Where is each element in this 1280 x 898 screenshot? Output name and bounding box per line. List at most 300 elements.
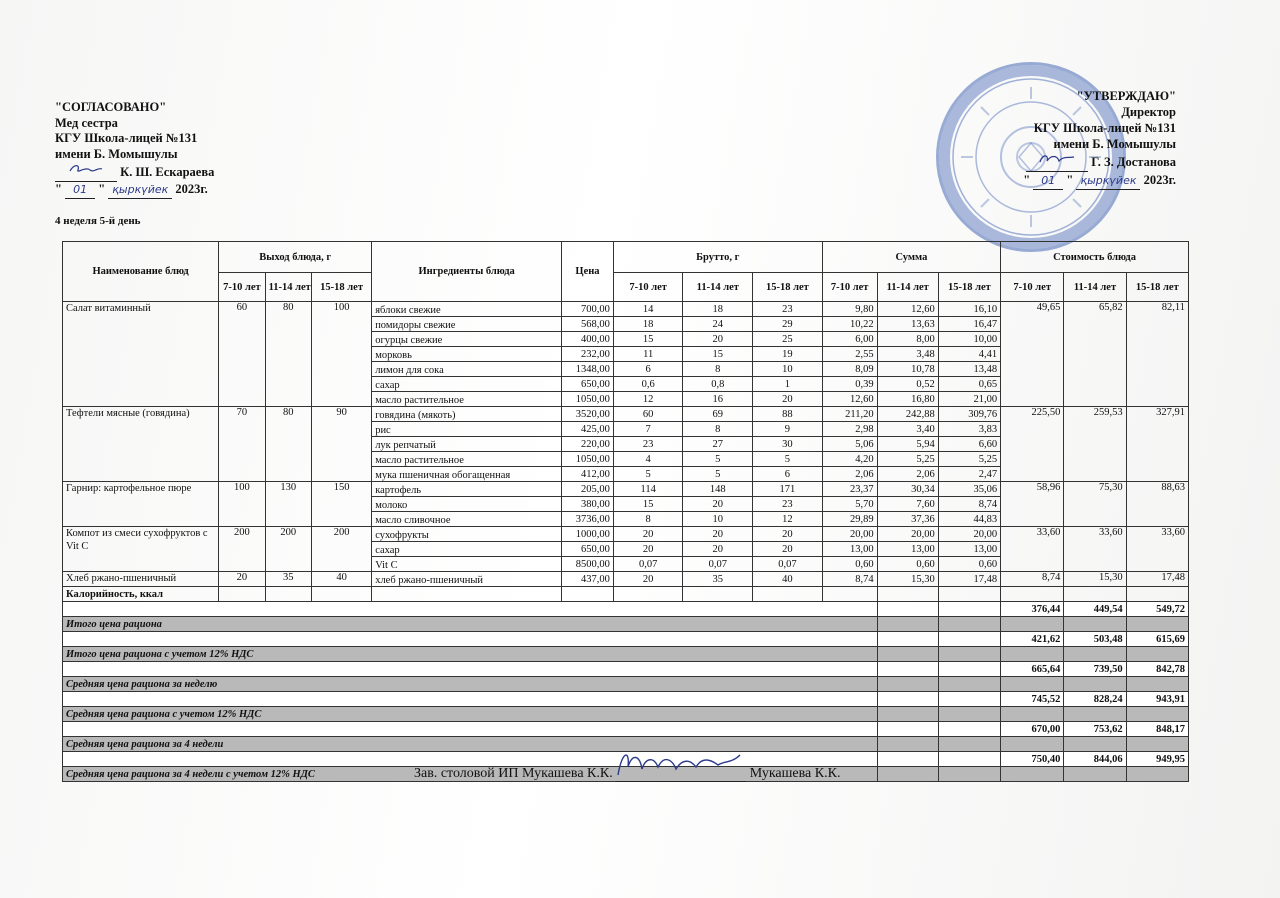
ingredient-sum: 2,55 bbox=[822, 347, 877, 362]
ingredient-name: мука пшеничная обогащенная bbox=[372, 467, 562, 482]
ingredient-sum: 13,48 bbox=[938, 362, 1000, 377]
ingredient-sum: 7,60 bbox=[877, 497, 938, 512]
dish-yield: 130 bbox=[265, 482, 311, 527]
ingredient-brutto: 0,6 bbox=[613, 377, 683, 392]
empty-cell bbox=[63, 722, 878, 737]
date-left-line: " 01 " қыркүйек 2023г. bbox=[55, 182, 214, 199]
empty-cell bbox=[1126, 587, 1188, 602]
ingredient-sum: 3,40 bbox=[877, 422, 938, 437]
ingredient-sum: 0,39 bbox=[822, 377, 877, 392]
total-value: 753,62 bbox=[1064, 722, 1126, 737]
header-sum: Сумма bbox=[822, 242, 1000, 273]
ingredient-price: 650,00 bbox=[562, 542, 614, 557]
dish-cost: 33,60 bbox=[1001, 527, 1064, 572]
empty-cell bbox=[63, 662, 878, 677]
empty-cell bbox=[1001, 617, 1064, 632]
header-age-15-18: 15-18 лет bbox=[938, 273, 1000, 302]
total-value: 745,52 bbox=[1001, 692, 1064, 707]
ingredient-sum: 2,47 bbox=[938, 467, 1000, 482]
empty-cell bbox=[877, 722, 938, 737]
ingredient-sum: 0,60 bbox=[877, 557, 938, 572]
empty-cell bbox=[1001, 587, 1064, 602]
total-label: Средняя цена рациона за 4 недели bbox=[63, 737, 878, 752]
approval-right-block bbox=[1023, 88, 1176, 190]
ingredient-sum: 21,00 bbox=[938, 392, 1000, 407]
header-ingredients: Ингредиенты блюда bbox=[372, 242, 562, 302]
header-age-7-10: 7-10 лет bbox=[613, 273, 683, 302]
total-value: 421,62 bbox=[1001, 632, 1064, 647]
ingredient-sum: 10,00 bbox=[938, 332, 1000, 347]
ingredient-brutto: 69 bbox=[683, 407, 753, 422]
ingredient-brutto: 12 bbox=[753, 512, 823, 527]
ingredient-sum: 8,74 bbox=[938, 497, 1000, 512]
dish-cost: 259,53 bbox=[1064, 407, 1126, 482]
school-name-right: КГУ Школа-лицей №131 bbox=[1033, 121, 1176, 135]
empty-cell bbox=[1126, 707, 1188, 722]
ingredient-sum: 6,00 bbox=[822, 332, 877, 347]
total-value: 549,72 bbox=[1126, 602, 1188, 617]
header-age-15-18: 15-18 лет bbox=[753, 273, 823, 302]
approval-left-block bbox=[55, 100, 214, 199]
header-age-11-14: 11-14 лет bbox=[265, 273, 311, 302]
menu-table bbox=[62, 241, 1189, 782]
total-value: 828,24 bbox=[1064, 692, 1126, 707]
ingredient-sum: 6,60 bbox=[938, 437, 1000, 452]
empty-cell bbox=[938, 632, 1000, 647]
signer-right-line bbox=[1023, 152, 1176, 172]
ingredient-brutto: 6 bbox=[613, 362, 683, 377]
ingredient-sum: 13,00 bbox=[938, 542, 1000, 557]
ingredient-sum: 10,78 bbox=[877, 362, 938, 377]
school-named-after-right: имени Б. Момышулы bbox=[1053, 137, 1176, 151]
ingredient-name: огурцы свежие bbox=[372, 332, 562, 347]
ingredient-name: лук репчатый bbox=[372, 437, 562, 452]
ingredient-brutto: 10 bbox=[683, 512, 753, 527]
empty-cell bbox=[938, 767, 1000, 782]
total-label-row bbox=[63, 707, 1189, 722]
ingredient-sum: 16,47 bbox=[938, 317, 1000, 332]
empty-cell bbox=[1001, 737, 1064, 752]
dish-name: Компот из смеси сухофруктов с Vit C bbox=[63, 527, 219, 572]
empty-cell bbox=[877, 617, 938, 632]
empty-cell bbox=[63, 632, 878, 647]
ingredient-price: 205,00 bbox=[562, 482, 614, 497]
empty-cell bbox=[753, 587, 823, 602]
empty-cell bbox=[562, 587, 614, 602]
dish-yield: 20 bbox=[219, 572, 265, 587]
ingredient-name: помидоры свежие bbox=[372, 317, 562, 332]
empty-cell bbox=[1064, 677, 1126, 692]
ingredient-brutto: 23 bbox=[753, 497, 823, 512]
header-age-7-10: 7-10 лет bbox=[219, 273, 265, 302]
dish-yield: 80 bbox=[265, 302, 311, 407]
ingredient-brutto: 20 bbox=[683, 332, 753, 347]
dish-cost: 15,30 bbox=[1064, 572, 1126, 587]
total-value: 844,06 bbox=[1064, 752, 1126, 767]
header-age-11-14: 11-14 лет bbox=[1064, 273, 1126, 302]
canteen-signature-line bbox=[414, 766, 840, 782]
empty-cell bbox=[877, 737, 938, 752]
dish-name: Тефтели мясные (говядина) bbox=[63, 407, 219, 482]
ingredient-sum: 13,63 bbox=[877, 317, 938, 332]
empty-cell bbox=[265, 587, 311, 602]
ingredient-brutto: 4 bbox=[613, 452, 683, 467]
header-age-15-18: 15-18 лет bbox=[1126, 273, 1188, 302]
ingredient-price: 412,00 bbox=[562, 467, 614, 482]
empty-cell bbox=[1064, 617, 1126, 632]
empty-cell bbox=[938, 692, 1000, 707]
empty-cell bbox=[877, 587, 938, 602]
empty-cell bbox=[1064, 707, 1126, 722]
empty-cell bbox=[938, 662, 1000, 677]
dish-cost: 58,96 bbox=[1001, 482, 1064, 527]
ingredient-brutto: 25 bbox=[753, 332, 823, 347]
ingredient-brutto: 9 bbox=[753, 422, 823, 437]
ingredient-brutto: 20 bbox=[613, 572, 683, 587]
ingredient-brutto: 20 bbox=[753, 392, 823, 407]
dish-cost: 17,48 bbox=[1126, 572, 1188, 587]
ingredient-price: 400,00 bbox=[562, 332, 614, 347]
ingredient-sum: 10,22 bbox=[822, 317, 877, 332]
dish-yield: 200 bbox=[219, 527, 265, 572]
dish-cost: 75,30 bbox=[1064, 482, 1126, 527]
ingredient-name: сахар bbox=[372, 542, 562, 557]
ingredient-sum: 0,52 bbox=[877, 377, 938, 392]
ingredient-sum: 30,34 bbox=[877, 482, 938, 497]
empty-cell bbox=[63, 692, 878, 707]
total-value: 739,50 bbox=[1064, 662, 1126, 677]
ingredient-brutto: 15 bbox=[613, 332, 683, 347]
empty-cell bbox=[1001, 677, 1064, 692]
signer-left-name: К. Ш. Ескараева bbox=[120, 165, 215, 180]
date-left-year: 2023г. bbox=[175, 181, 208, 196]
total-value: 848,17 bbox=[1126, 722, 1188, 737]
ingredient-name: масло сливочное bbox=[372, 512, 562, 527]
ingredient-brutto: 5 bbox=[753, 452, 823, 467]
header-price: Цена bbox=[562, 242, 614, 302]
empty-cell bbox=[877, 647, 938, 662]
empty-cell bbox=[312, 587, 372, 602]
ingredient-brutto: 5 bbox=[613, 467, 683, 482]
ingredient-sum: 20,00 bbox=[938, 527, 1000, 542]
ingredient-sum: 4,41 bbox=[938, 347, 1000, 362]
dish-yield: 200 bbox=[265, 527, 311, 572]
school-named-after-left: имени Б. Момышулы bbox=[55, 146, 178, 161]
total-value: 449,54 bbox=[1064, 602, 1126, 617]
table-row bbox=[63, 302, 1189, 317]
ingredient-price: 232,00 bbox=[562, 347, 614, 362]
total-value: 670,00 bbox=[1001, 722, 1064, 737]
ingredient-brutto: 88 bbox=[753, 407, 823, 422]
ingredient-brutto: 30 bbox=[753, 437, 823, 452]
ingredient-sum: 23,37 bbox=[822, 482, 877, 497]
week-day-label: 4 неделя 5-й день bbox=[55, 215, 141, 227]
total-label: Средняя цена рациона с учетом 12% НДС bbox=[63, 707, 878, 722]
ingredient-price: 437,00 bbox=[562, 572, 614, 587]
ingredient-brutto: 1 bbox=[753, 377, 823, 392]
dish-yield: 40 bbox=[312, 572, 372, 587]
ingredient-name: сухофрукты bbox=[372, 527, 562, 542]
ingredient-sum: 5,06 bbox=[822, 437, 877, 452]
ingredient-brutto: 35 bbox=[683, 572, 753, 587]
ingredient-sum: 12,60 bbox=[822, 392, 877, 407]
empty-cell bbox=[938, 677, 1000, 692]
ingredient-sum: 0,60 bbox=[938, 557, 1000, 572]
empty-cell bbox=[938, 737, 1000, 752]
ingredient-sum: 8,74 bbox=[822, 572, 877, 587]
dish-name: Хлеб ржано-пшеничный bbox=[63, 572, 219, 587]
ingredient-sum: 37,36 bbox=[877, 512, 938, 527]
kcal-label: Калорийность, ккал bbox=[63, 587, 219, 602]
ingredient-sum: 211,20 bbox=[822, 407, 877, 422]
kcal-row bbox=[63, 587, 1189, 602]
ingredient-price: 1000,00 bbox=[562, 527, 614, 542]
ingredient-brutto: 60 bbox=[613, 407, 683, 422]
header-age-11-14: 11-14 лет bbox=[877, 273, 938, 302]
ingredient-brutto: 18 bbox=[683, 302, 753, 317]
header-dish: Наименование блюд bbox=[63, 242, 219, 302]
header-age-7-10: 7-10 лет bbox=[1001, 273, 1064, 302]
empty-cell bbox=[822, 587, 877, 602]
date-right-line: " 01 " қыркүйек 2023г. bbox=[1023, 172, 1176, 190]
ingredient-sum: 4,20 bbox=[822, 452, 877, 467]
dish-yield: 80 bbox=[265, 407, 311, 482]
dish-cost: 225,50 bbox=[1001, 407, 1064, 482]
ingredient-price: 8500,00 bbox=[562, 557, 614, 572]
canteen-head-name: Мукашева К.К. bbox=[749, 766, 841, 781]
ingredient-price: 1050,00 bbox=[562, 452, 614, 467]
empty-cell bbox=[683, 587, 753, 602]
total-label: Итого цена рациона с учетом 12% НДС bbox=[63, 647, 878, 662]
ingredient-brutto: 10 bbox=[753, 362, 823, 377]
ingredient-brutto: 171 bbox=[753, 482, 823, 497]
ingredient-name: морковь bbox=[372, 347, 562, 362]
empty-cell bbox=[1001, 707, 1064, 722]
total-value: 943,91 bbox=[1126, 692, 1188, 707]
ingredient-brutto: 114 bbox=[613, 482, 683, 497]
empty-cell bbox=[877, 752, 938, 767]
dish-cost: 33,60 bbox=[1064, 527, 1126, 572]
ingredient-sum: 5,25 bbox=[877, 452, 938, 467]
approve-title: "УТВЕРЖДАЮ" bbox=[1076, 89, 1176, 103]
ingredient-brutto: 0,07 bbox=[613, 557, 683, 572]
ingredient-sum: 13,00 bbox=[822, 542, 877, 557]
ingredient-sum: 2,06 bbox=[822, 467, 877, 482]
ingredient-sum: 44,83 bbox=[938, 512, 1000, 527]
ingredient-price: 3736,00 bbox=[562, 512, 614, 527]
ingredient-sum: 2,06 bbox=[877, 467, 938, 482]
table-row bbox=[63, 527, 1189, 542]
dish-yield: 60 bbox=[219, 302, 265, 407]
empty-cell bbox=[1001, 767, 1064, 782]
dish-cost: 88,63 bbox=[1126, 482, 1188, 527]
ingredient-brutto: 7 bbox=[613, 422, 683, 437]
dish-yield: 200 bbox=[312, 527, 372, 572]
header-age-15-18: 15-18 лет bbox=[312, 273, 372, 302]
total-label: Средняя цена рациона за 4 недели с учетом 12% НДС bbox=[63, 767, 878, 782]
dish-cost: 65,82 bbox=[1064, 302, 1126, 407]
ingredient-price: 1348,00 bbox=[562, 362, 614, 377]
empty-cell bbox=[877, 632, 938, 647]
signature-left-icon bbox=[55, 162, 117, 182]
ingredient-name: сахар bbox=[372, 377, 562, 392]
empty-cell bbox=[1001, 647, 1064, 662]
empty-cell bbox=[877, 707, 938, 722]
ingredient-sum: 309,76 bbox=[938, 407, 1000, 422]
header-cost: Стоимость блюда bbox=[1001, 242, 1189, 273]
ingredient-brutto: 0,07 bbox=[753, 557, 823, 572]
ingredient-brutto: 0,8 bbox=[683, 377, 753, 392]
canteen-head-label: Зав. столовой ИП Мукашева К.К. bbox=[414, 766, 613, 781]
total-values-row bbox=[63, 632, 1189, 647]
total-value: 503,48 bbox=[1064, 632, 1126, 647]
ingredient-brutto: 40 bbox=[753, 572, 823, 587]
table-row bbox=[63, 482, 1189, 497]
empty-cell bbox=[1064, 767, 1126, 782]
ingredient-brutto: 23 bbox=[613, 437, 683, 452]
ingredient-sum: 2,98 bbox=[822, 422, 877, 437]
ingredient-brutto: 20 bbox=[683, 527, 753, 542]
ingredient-name: яблоки свежие bbox=[372, 302, 562, 317]
ingredient-name: масло растительное bbox=[372, 392, 562, 407]
ingredient-name: рис bbox=[372, 422, 562, 437]
ingredient-sum: 16,80 bbox=[877, 392, 938, 407]
dish-cost: 33,60 bbox=[1126, 527, 1188, 572]
total-value: 665,64 bbox=[1001, 662, 1064, 677]
ingredient-brutto: 16 bbox=[683, 392, 753, 407]
header-brutto: Брутто, г bbox=[613, 242, 822, 273]
ingredient-sum: 0,65 bbox=[938, 377, 1000, 392]
ingredient-brutto: 18 bbox=[613, 317, 683, 332]
date-right-year: 2023г. bbox=[1143, 173, 1176, 187]
ingredient-sum: 5,25 bbox=[938, 452, 1000, 467]
ingredient-brutto: 14 bbox=[613, 302, 683, 317]
ingredient-brutto: 5 bbox=[683, 452, 753, 467]
total-value: 949,95 bbox=[1126, 752, 1188, 767]
empty-cell bbox=[938, 722, 1000, 737]
canteen-signature-icon bbox=[616, 767, 746, 782]
empty-cell bbox=[938, 587, 1000, 602]
empty-cell bbox=[938, 647, 1000, 662]
ingredient-brutto: 6 bbox=[753, 467, 823, 482]
total-label-row bbox=[63, 617, 1189, 632]
total-label: Средняя цена рациона за неделю bbox=[63, 677, 878, 692]
dish-cost: 49,65 bbox=[1001, 302, 1064, 407]
dish-yield: 35 bbox=[265, 572, 311, 587]
ingredient-sum: 35,06 bbox=[938, 482, 1000, 497]
ingredient-brutto: 19 bbox=[753, 347, 823, 362]
ingredient-sum: 13,00 bbox=[877, 542, 938, 557]
total-label-row bbox=[63, 647, 1189, 662]
dish-cost: 82,11 bbox=[1126, 302, 1188, 407]
ingredient-price: 650,00 bbox=[562, 377, 614, 392]
ingredient-sum: 20,00 bbox=[822, 527, 877, 542]
ingredient-name: молоко bbox=[372, 497, 562, 512]
ingredient-brutto: 20 bbox=[753, 527, 823, 542]
header-age-7-10: 7-10 лет bbox=[822, 273, 877, 302]
empty-cell bbox=[877, 602, 938, 617]
ingredient-brutto: 20 bbox=[753, 542, 823, 557]
empty-cell bbox=[1126, 677, 1188, 692]
total-value: 750,40 bbox=[1001, 752, 1064, 767]
empty-cell bbox=[1064, 737, 1126, 752]
ingredient-sum: 16,10 bbox=[938, 302, 1000, 317]
ingredient-brutto: 20 bbox=[613, 542, 683, 557]
empty-cell bbox=[877, 662, 938, 677]
ingredient-price: 1050,00 bbox=[562, 392, 614, 407]
header-yield: Выход блюда, г bbox=[219, 242, 372, 273]
school-name-left: КГУ Школа-лицей №131 bbox=[55, 131, 198, 146]
ingredient-sum: 29,89 bbox=[822, 512, 877, 527]
ingredient-name: Vit C bbox=[372, 557, 562, 572]
dish-yield: 100 bbox=[312, 302, 372, 407]
ingredient-name: картофель bbox=[372, 482, 562, 497]
empty-cell bbox=[1064, 647, 1126, 662]
ingredient-name: лимон для сока bbox=[372, 362, 562, 377]
total-value: 842,78 bbox=[1126, 662, 1188, 677]
empty-cell bbox=[63, 752, 878, 767]
date-left-day: 01 bbox=[65, 182, 95, 199]
empty-cell bbox=[1126, 767, 1188, 782]
date-left-month: қыркүйек bbox=[108, 182, 172, 199]
date-right-day: 01 bbox=[1033, 173, 1063, 190]
ingredient-sum: 3,48 bbox=[877, 347, 938, 362]
ingredient-sum: 0,60 bbox=[822, 557, 877, 572]
position-director: Директор bbox=[1121, 105, 1176, 119]
ingredient-brutto: 11 bbox=[613, 347, 683, 362]
ingredient-brutto: 148 bbox=[683, 482, 753, 497]
ingredient-name: хлеб ржано-пшеничный bbox=[372, 572, 562, 587]
empty-cell bbox=[938, 602, 1000, 617]
dish-yield: 70 bbox=[219, 407, 265, 482]
ingredient-sum: 17,48 bbox=[938, 572, 1000, 587]
total-values-row bbox=[63, 722, 1189, 737]
agreed-title: "СОГЛАСОВАНО" bbox=[55, 100, 167, 114]
ingredient-name: масло растительное bbox=[372, 452, 562, 467]
signer-right-name: Г. З. Достанова bbox=[1091, 155, 1176, 169]
ingredient-sum: 8,00 bbox=[877, 332, 938, 347]
ingredient-sum: 5,94 bbox=[877, 437, 938, 452]
empty-cell bbox=[63, 602, 878, 617]
ingredient-name: говядина (мякоть) bbox=[372, 407, 562, 422]
ingredient-brutto: 0,07 bbox=[683, 557, 753, 572]
ingredient-brutto: 5 bbox=[683, 467, 753, 482]
empty-cell bbox=[877, 767, 938, 782]
empty-cell bbox=[938, 707, 1000, 722]
total-values-row bbox=[63, 602, 1189, 617]
ingredient-brutto: 20 bbox=[683, 542, 753, 557]
header-age-11-14: 11-14 лет bbox=[683, 273, 753, 302]
total-value: 615,69 bbox=[1126, 632, 1188, 647]
dish-name: Салат витаминный bbox=[63, 302, 219, 407]
date-right-month: қыркүйек bbox=[1076, 173, 1140, 190]
ingredient-brutto: 20 bbox=[683, 497, 753, 512]
empty-cell bbox=[1126, 617, 1188, 632]
ingredient-sum: 9,80 bbox=[822, 302, 877, 317]
total-label-row bbox=[63, 677, 1189, 692]
ingredient-sum: 20,00 bbox=[877, 527, 938, 542]
ingredient-brutto: 8 bbox=[683, 422, 753, 437]
dish-yield: 150 bbox=[312, 482, 372, 527]
empty-cell bbox=[372, 587, 562, 602]
total-values-row bbox=[63, 662, 1189, 677]
dish-name: Гарнир: картофельное пюре bbox=[63, 482, 219, 527]
ingredient-price: 380,00 bbox=[562, 497, 614, 512]
ingredient-brutto: 12 bbox=[613, 392, 683, 407]
ingredient-price: 700,00 bbox=[562, 302, 614, 317]
ingredient-sum: 242,88 bbox=[877, 407, 938, 422]
signature-right-icon bbox=[1026, 152, 1088, 172]
